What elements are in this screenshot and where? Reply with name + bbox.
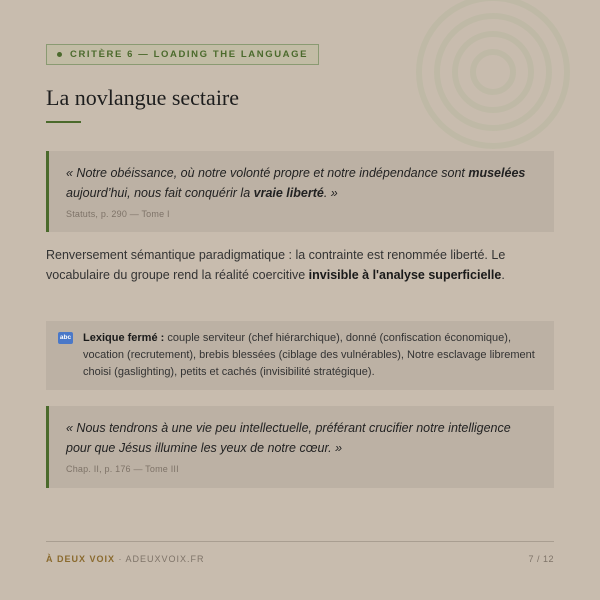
quote-citation: Statuts, p. 290 — Tome I xyxy=(66,209,170,219)
site-url: ADEUXVOIX.FR xyxy=(125,554,205,564)
concentric-circles-decoration xyxy=(408,0,578,150)
footer xyxy=(46,541,554,564)
criterion-badge xyxy=(46,44,319,65)
brand-name: À DEUX VOIX xyxy=(46,554,116,564)
lexicon-label: Lexique fermé : xyxy=(83,332,165,344)
lexicon-text: Lexique fermé : couple serviteur (chef hiérarchique), donné (confiscation économique), vocation (recrutement), brebis blessées (ciblage des vulnérables), Notre esclavage librement choisi (gaslighting), petits et cachés (invisibilité stratégique). xyxy=(83,332,535,378)
page-number: 7 / 12 xyxy=(528,554,554,564)
analysis-emphasis: invisible à l'analyse superficielle xyxy=(308,268,502,282)
quote-block-chapitre xyxy=(46,406,554,488)
bullet-dot-icon xyxy=(57,52,62,57)
criterion-badge-label: CRITÈRE 6 — LOADING THE LANGUAGE xyxy=(70,49,309,60)
quote-block-statuts xyxy=(46,151,554,232)
footer-brand-group xyxy=(46,554,205,564)
quote-text: « Nous tendrons à une vie peu intellectuelle, préférant crucifier notre intelligence pour que Jésus illumine les yeux de notre cœur. » xyxy=(66,421,511,455)
analysis-paragraph: Renversement sémantique paradigmatique : la contrainte est renommée liberté. Le vocabulaire du groupe rend la réalité coercitive invisible à l'analyse superficielle. xyxy=(46,248,506,282)
page-title: La novlangue sectaire xyxy=(46,85,240,110)
quote-emphasis-vraie-liberte: vraie liberté xyxy=(253,186,324,200)
quote-citation: Chap. II, p. 176 — Tome III xyxy=(66,464,179,474)
abc-icon: abc xyxy=(58,332,73,344)
quote-text: « Notre obéissance, où notre volonté propre et notre indépendance sont muselées aujourd’hui, nous fait conquérir la vraie liberté. » xyxy=(66,166,526,200)
lexicon-box xyxy=(46,321,554,390)
footer-separator: · xyxy=(118,554,123,564)
quote-emphasis-muselees: muselées xyxy=(468,166,526,180)
title-underline xyxy=(46,121,81,123)
